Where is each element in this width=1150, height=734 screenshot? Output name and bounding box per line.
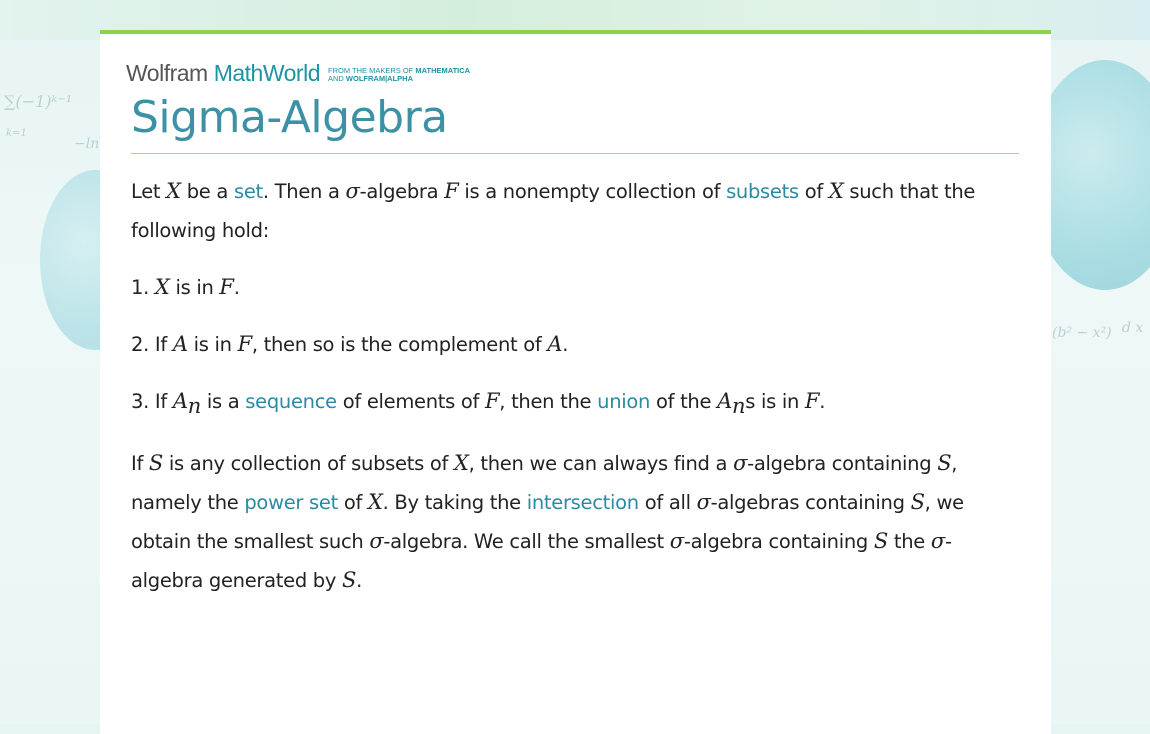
wolfram-mathworld-logo[interactable] [126, 60, 470, 87]
text: . By taking the [382, 490, 527, 514]
math-variable: F [237, 332, 252, 356]
text: of all [638, 490, 697, 514]
text: of the [650, 390, 718, 413]
term-link[interactable]: subsets [726, 180, 799, 203]
background-formula: d x [1122, 320, 1144, 336]
math-variable: σ [345, 179, 360, 203]
text: is a [200, 390, 246, 413]
math-variable: X [166, 179, 181, 203]
text: , then so is the complement of [251, 333, 548, 356]
math-variable: F [219, 275, 234, 299]
term-link[interactable]: set [233, 180, 263, 203]
text: . [356, 568, 363, 592]
text: is any collection of subsets of [163, 451, 454, 475]
term-link[interactable]: union [597, 390, 651, 413]
logo-mathworld: MathWorld [213, 60, 320, 86]
math-variable: σ [696, 489, 711, 514]
math-variable: S [937, 450, 952, 475]
text: Let [131, 180, 167, 203]
text: s is in [745, 390, 805, 413]
article-card [100, 30, 1051, 734]
paragraph [131, 172, 1011, 250]
math-subscript: n [731, 393, 746, 418]
math-variable: S [873, 528, 888, 553]
text: -algebra containing [683, 529, 874, 553]
text: -algebra [359, 180, 445, 203]
background-formula: (b² − x²) [1052, 325, 1112, 341]
text: , then we can always find a [468, 451, 734, 475]
text: . [562, 333, 569, 356]
text: -algebra containing [747, 451, 938, 475]
math-variable: X [828, 179, 844, 203]
paragraph [131, 382, 1011, 426]
background-formula: ∑(−1)ᵏ⁻¹ [4, 92, 73, 111]
background-formula: k=1 [6, 128, 27, 139]
text: . [819, 390, 826, 413]
math-variable: σ [369, 528, 384, 553]
math-variable: S [910, 489, 925, 514]
text: , we obtain the smallest such [131, 490, 964, 553]
paragraph [131, 325, 1011, 364]
text: of elements of [336, 390, 485, 413]
text: is in [187, 333, 238, 356]
term-link[interactable]: power set [244, 490, 338, 514]
term-link[interactable]: sequence [245, 390, 337, 413]
math-variable: S [342, 567, 357, 592]
math-variable: σ [930, 528, 945, 553]
math-variable: A [172, 332, 188, 356]
title-divider [131, 153, 1019, 154]
math-variable: A [547, 332, 563, 356]
logo-tagline: FROM THE MAKERS OF MATHEMATICA AND WOLFRAM|ALPHA [327, 66, 471, 83]
text: -algebras containing [710, 490, 911, 514]
paragraph [131, 444, 1011, 600]
math-variable: X [154, 275, 170, 299]
text: 2. If [131, 333, 173, 356]
text: is a nonempty collection of [458, 180, 727, 203]
math-variable: A [172, 389, 188, 413]
math-variable: S [148, 450, 164, 475]
text: of [337, 490, 368, 514]
math-variable: σ [669, 528, 684, 553]
text: the [887, 529, 931, 553]
math-variable: X [367, 489, 383, 514]
text: . Then a [262, 180, 346, 203]
term-link[interactable]: intersection [526, 490, 639, 514]
article-body [131, 172, 1011, 618]
math-variable: F [485, 389, 500, 413]
text: . [233, 276, 240, 299]
math-variable: F [804, 389, 820, 413]
math-variable: A [717, 389, 732, 413]
text: , namely the [131, 451, 958, 514]
text: is in [169, 276, 220, 299]
page-title: Sigma-Algebra [131, 92, 448, 143]
math-variable: X [453, 450, 469, 475]
text: -algebra. We call the smallest [383, 529, 670, 553]
logo-wolfram: Wolfram [126, 60, 208, 86]
text: -algebra generated by [131, 529, 952, 592]
text: , then the [499, 390, 598, 413]
text: 3. If [131, 390, 173, 413]
text: be a [180, 180, 234, 203]
background-formula: −ln [74, 136, 100, 152]
text: of [798, 180, 829, 203]
math-variable: F [444, 179, 459, 203]
text: such that the following hold: [131, 180, 976, 242]
text: If [131, 451, 149, 475]
math-subscript: n [187, 393, 201, 418]
math-variable: σ [733, 450, 748, 475]
paragraph [131, 268, 1011, 307]
text: 1. [131, 276, 155, 299]
